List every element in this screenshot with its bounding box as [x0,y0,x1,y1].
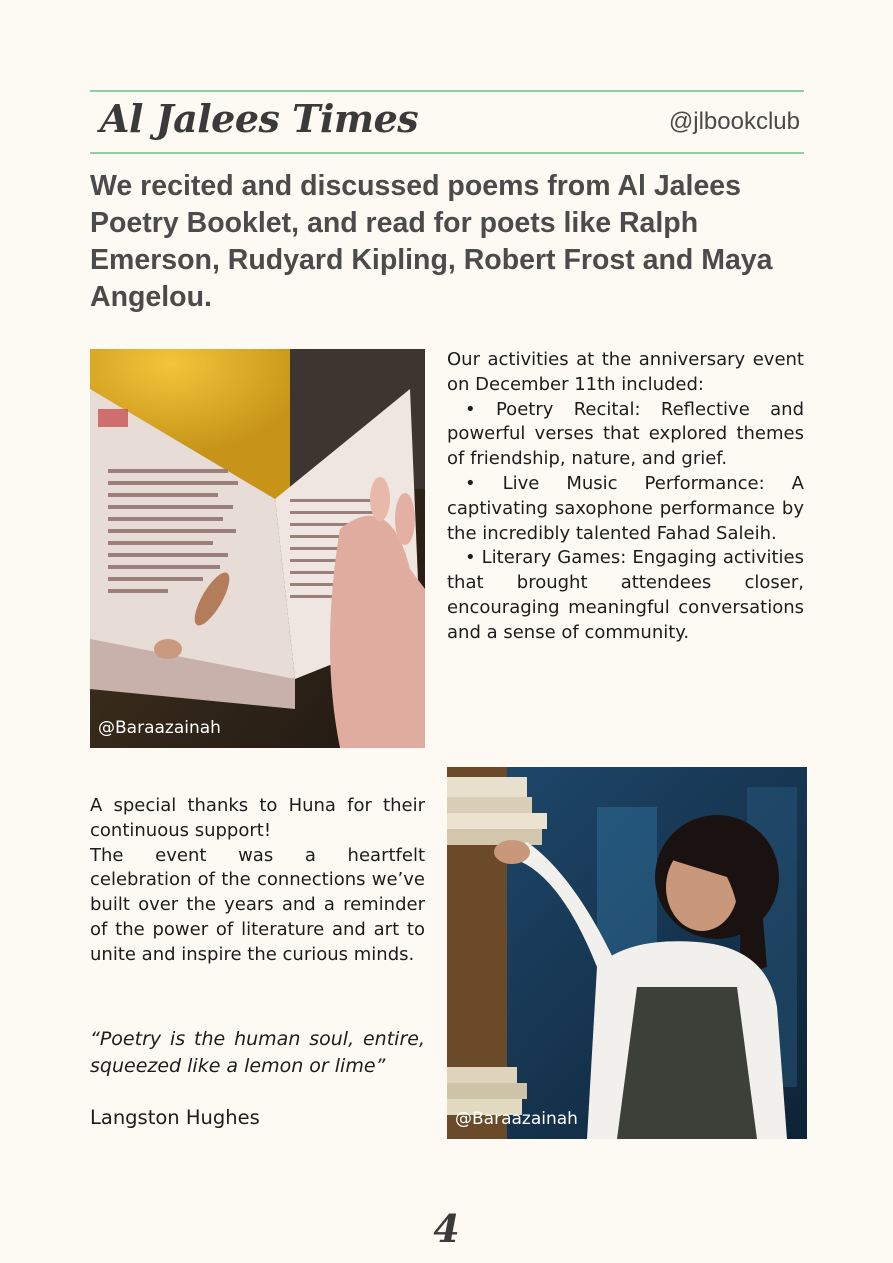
poetry-quote: “Poetry is the human soul, entire, squeezed like a lemon or lime” [90,1028,425,1077]
quote-author: Langston Hughes [90,1106,260,1129]
photo-credit: @Baraazainah [98,718,221,738]
bottom-rule [90,152,804,154]
activity-item: • Poetry Recital: Reflective and powerful verses that explored themes of friendship, nature, and grief. [447,398,804,470]
headline: We recited and discussed poems from Al Jalees Poetry Booklet, and read for poets like Ralph Emerson, Rudyard Kipling, Robert Frost and Maya Angelou. [90,170,773,313]
photo-credit: @Baraazainah [455,1109,578,1129]
photo-poetry-booklet [90,349,425,748]
page-number: 4 [433,1206,460,1251]
thanks-line: A special thanks to Huna for their continuous support! [90,795,425,841]
masthead-title: Al Jalees Times [100,96,419,141]
photo-bookshelf [447,767,807,1139]
activities-intro: Our activities at the anniversary event on December 11th included: [447,349,804,395]
thanks-text [90,794,425,968]
social-handle: @jlbookclub [668,108,800,135]
top-rule [90,90,804,92]
event-reflection: The event was a heartfelt celebration of the connections we’ve built over the years and a reminder of the power of literature and art to unite and inspire the curious minds. [90,844,425,965]
booklet-illustration [90,349,425,748]
bookshelf-illustration [447,767,807,1139]
activity-item: • Literary Games: Engaging activities that brought attendees closer, encouraging meaningful conversations and a sense of community. [447,547,804,643]
activity-item: • Live Music Performance: A captivating saxophone performance by the incredibly talented Fahad Saleih. [447,472,804,544]
activities-text [447,348,804,646]
